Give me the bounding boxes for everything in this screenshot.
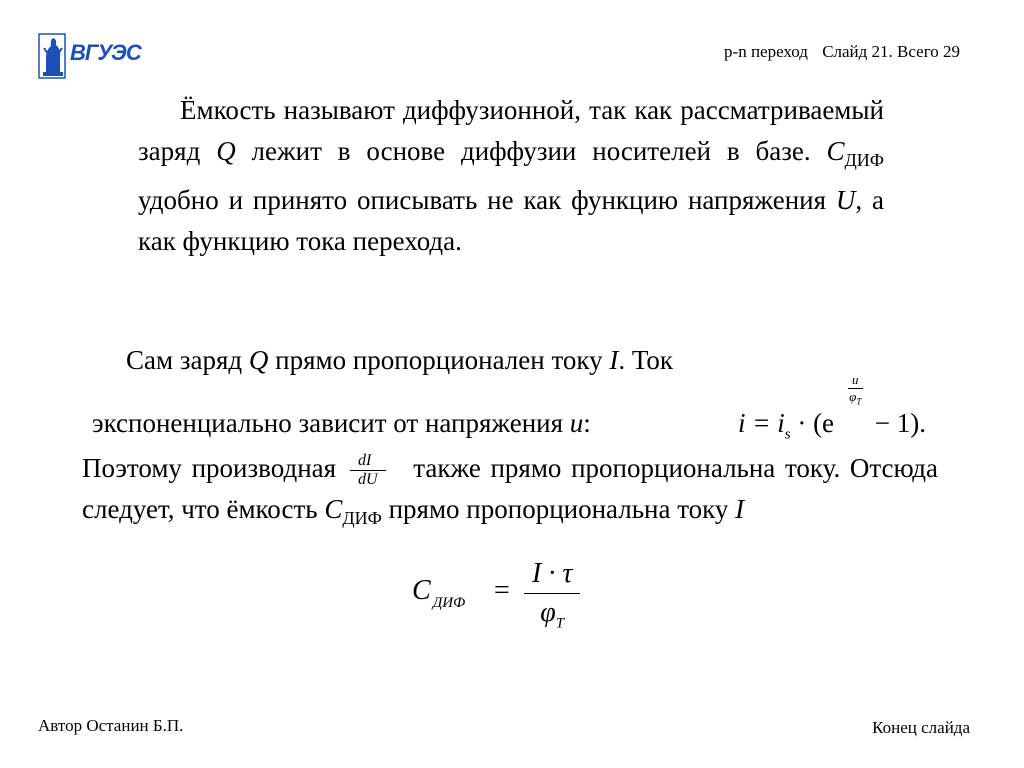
monument-icon xyxy=(38,30,68,80)
formula-fraction xyxy=(524,555,580,643)
derivative-numerator: dI xyxy=(350,452,386,471)
fraction-denominator xyxy=(524,594,580,643)
charge-proportional-line xyxy=(126,345,673,376)
subscript-dif: ДИФ xyxy=(432,595,466,611)
text-run: удобно и принято описывать не как функцию напряжения xyxy=(138,185,836,215)
formula-end: . xyxy=(919,408,927,438)
text-run: прямо пропорциональна току xyxy=(381,494,736,525)
derivative-fraction xyxy=(350,452,386,489)
phi-symbol: φ xyxy=(540,597,556,628)
logo-text: ВГУЭС xyxy=(70,40,141,65)
topic-title: p-n переход xyxy=(724,42,808,61)
formula-tail: − 1) xyxy=(868,408,920,438)
var-c: C xyxy=(826,135,845,166)
university-logo xyxy=(38,30,158,80)
end-of-slide-link[interactable]: Конец слайда xyxy=(872,718,970,737)
phi-symbol: φ xyxy=(849,389,857,404)
text-run: также прямо пропорциональна току. Отсюда следует, что ёмкость xyxy=(82,453,938,525)
var-q: Q xyxy=(248,345,269,375)
var-c: C xyxy=(324,494,343,525)
diffusion-capacitance-formula xyxy=(412,555,592,645)
formula-middle: · (e xyxy=(790,408,835,438)
derivative-denominator: dU xyxy=(358,471,378,489)
exponent-denominator xyxy=(849,389,862,407)
var-i: I xyxy=(735,494,745,525)
text-run: экспоненциально зависит от напряжения xyxy=(92,408,570,438)
slide-header xyxy=(724,42,960,62)
equals-sign: = xyxy=(494,575,510,606)
var-i: I xyxy=(609,345,619,375)
var-u: U xyxy=(835,185,856,215)
exponent-numerator: u xyxy=(848,372,863,389)
var-c: C xyxy=(412,575,431,606)
text-run: Сам заряд xyxy=(126,345,249,375)
subscript-dif: ДИФ xyxy=(342,508,382,529)
formula-lhs xyxy=(412,575,465,612)
text-run: . Ток xyxy=(618,345,673,375)
text-run: Ёмкость называют диффузионной, так как рассматриваемый заряд xyxy=(138,95,884,166)
exponential-line xyxy=(92,408,591,439)
formula-main-line xyxy=(738,408,926,443)
var-q: Q xyxy=(216,135,236,166)
exponent-fraction xyxy=(848,372,863,410)
text-run: , а как функцию тока перехода. xyxy=(138,185,884,256)
subscript-dif: ДИФ xyxy=(844,149,885,170)
text-run: лежит в основе диффузии носителей в базе. xyxy=(235,135,827,166)
text-run: : xyxy=(583,408,591,438)
text-run: прямо пропорционален току xyxy=(268,345,610,375)
paragraph-derivative xyxy=(82,448,938,538)
subscript-t: T xyxy=(856,396,862,407)
paragraph-diffusion-capacitance xyxy=(138,90,884,261)
text-run: Поэтому производная xyxy=(82,453,337,483)
diode-current-formula xyxy=(738,372,958,442)
formula-lhs: i = i xyxy=(738,408,785,438)
var-u-small: u xyxy=(569,408,584,438)
subscript-t: T xyxy=(555,615,565,632)
subscript-s: s xyxy=(784,426,791,443)
author-credit: Автор Останин Б.П. xyxy=(38,716,184,735)
fraction-numerator: I · τ xyxy=(524,555,580,594)
slide-counter: Слайд 21. Всего 29 xyxy=(822,42,960,61)
